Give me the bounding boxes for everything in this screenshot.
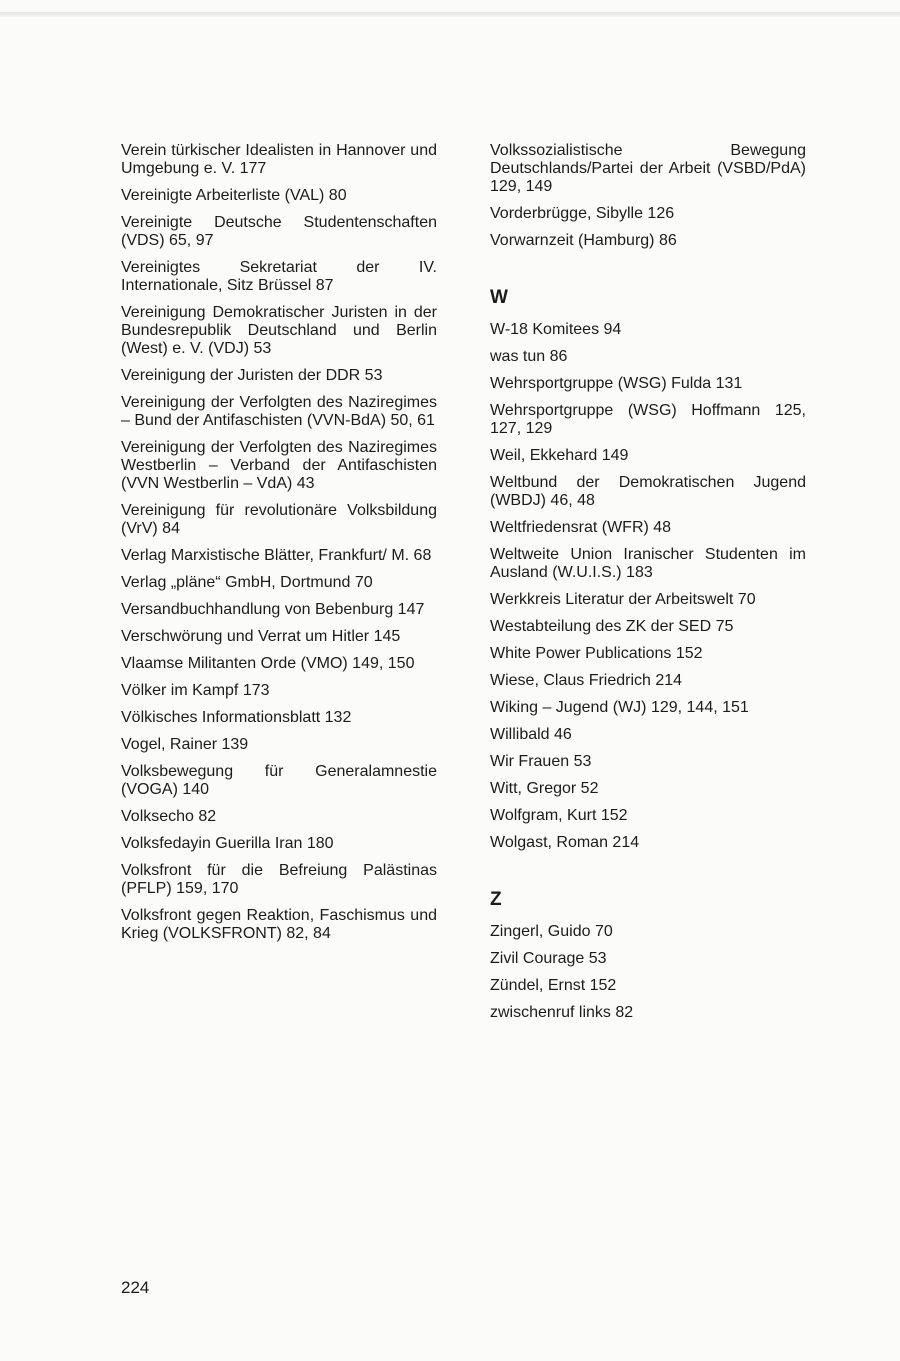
index-entry: Volksbewegung für Generalamnestie (VOGA) 140 <box>121 763 437 798</box>
index-entry: Weil, Ekkehard 149 <box>490 447 629 464</box>
scan-top-edge <box>0 12 900 17</box>
index-entry: Westabteilung des ZK der SED 75 <box>490 618 734 635</box>
index-entry: Vereinigte Arbeiterliste (VAL) 80 <box>121 187 347 204</box>
index-entry: Vereinigtes Sekretariat der IV. Internationale, Sitz Brüssel 87 <box>121 259 437 294</box>
index-column-right <box>490 142 806 1031</box>
index-entry: Verschwörung und Verrat um Hitler 145 <box>121 628 401 645</box>
index-entry: Verein türkischer Idealisten in Hannover und Umgebung e. V. 177 <box>121 142 437 177</box>
index-entry: Volksecho 82 <box>121 808 217 825</box>
index-entry: Werkkreis Literatur der Arbeitswelt 70 <box>490 591 756 608</box>
index-entry: Wiese, Claus Friedrich 214 <box>490 672 683 689</box>
index-entry: Wolgast, Roman 214 <box>490 834 640 851</box>
index-entry: Zivil Courage 53 <box>490 950 607 967</box>
index-entry: Volksfront gegen Reaktion, Faschismus und Krieg (VOLKSFRONT) 82, 84 <box>121 907 437 942</box>
index-entry: Willibald 46 <box>490 726 572 743</box>
index-entry: Weltbund der Demokratischen Jugend (WBDJ) 46, 48 <box>490 474 806 509</box>
index-entry: Vereinigung Demokratischer Juristen in der Bundesrepublik Deutschland und Berlin (West) e. V. (VDJ) 53 <box>121 304 437 357</box>
index-entry: Vereinigung der Verfolgten des Naziregimes – Bund der Antifaschisten (VVN-BdA) 50, 61 <box>121 394 437 429</box>
index-entry: Vorwarnzeit (Hamburg) 86 <box>490 232 677 249</box>
index-entry: White Power Publications 152 <box>490 645 703 662</box>
index-entry: Wolfgram, Kurt 152 <box>490 807 628 824</box>
index-entry: Völkisches Informationsblatt 132 <box>121 709 352 726</box>
index-entry: Wir Frauen 53 <box>490 753 592 770</box>
index-entry: Wehrsportgruppe (WSG) Hoffmann 125, 127, 129 <box>490 402 806 437</box>
index-entry: Volksfront für die Befreiung Palästinas (PFLP) 159, 170 <box>121 862 437 897</box>
index-entry: Zündel, Ernst 152 <box>490 977 617 994</box>
index-entry: Versandbuchhandlung von Bebenburg 147 <box>121 601 425 618</box>
index-entry: was tun 86 <box>490 348 568 365</box>
page-number: 224 <box>121 1278 150 1297</box>
index-entry: Witt, Gregor 52 <box>490 780 599 797</box>
index-entry: Vereinigte Deutsche Studentenschaften (VDS) 65, 97 <box>121 214 437 249</box>
index-entry: Verlag Marxistische Blätter, Frankfurt/ M. 68 <box>121 547 432 564</box>
index-entry: Vlaamse Militanten Orde (VMO) 149, 150 <box>121 655 415 672</box>
index-column-left <box>121 142 437 952</box>
index-entry: Vereinigung für revolutionäre Volksbildung (VrV) 84 <box>121 502 437 537</box>
index-entry: Zingerl, Guido 70 <box>490 923 613 940</box>
index-entry: Weltfriedensrat (WFR) 48 <box>490 519 672 536</box>
index-entry: Weltweite Union Iranischer Studenten im Ausland (W.U.I.S.) 183 <box>490 546 806 581</box>
index-entry: Vorderbrügge, Sibylle 126 <box>490 205 675 222</box>
index-entry: Vereinigung der Verfolgten des Naziregimes Westberlin – Verband der Antifaschisten (VVN Westberlin – VdA) 43 <box>121 439 437 492</box>
index-entry: Verlag „pläne“ GmbH, Dortmund 70 <box>121 574 373 591</box>
index-entry: Vogel, Rainer 139 <box>121 736 249 753</box>
index-entry: Volkssozialistische Bewegung Deutschlands/Partei der Arbeit (VSBD/PdA) 129, 149 <box>490 142 806 195</box>
index-entry: Völker im Kampf 173 <box>121 682 270 699</box>
index-entry: zwischenruf links 82 <box>490 1004 634 1021</box>
index-entry: W-18 Komitees 94 <box>490 321 622 338</box>
section-heading-w: W <box>490 287 508 308</box>
section-heading-z: Z <box>490 889 502 910</box>
index-entry: Vereinigung der Juristen der DDR 53 <box>121 367 383 384</box>
index-entry: Wehrsportgruppe (WSG) Fulda 131 <box>490 375 743 392</box>
index-entry: Volksfedayin Guerilla Iran 180 <box>121 835 334 852</box>
index-entry: Wiking – Jugend (WJ) 129, 144, 151 <box>490 699 749 716</box>
